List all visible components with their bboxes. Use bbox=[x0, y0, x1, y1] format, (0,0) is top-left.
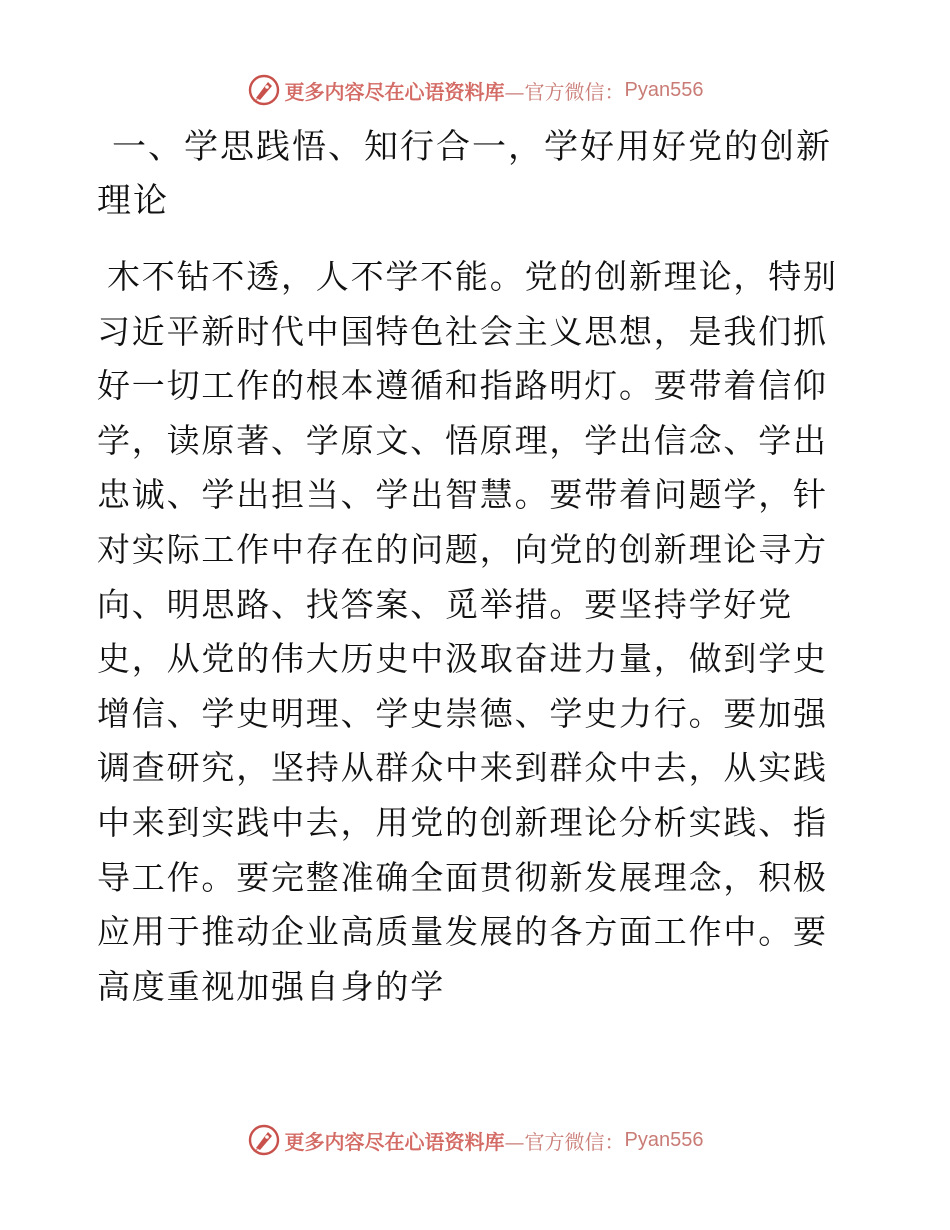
banner-wechat-id: Pyan556 bbox=[624, 1128, 704, 1151]
banner-wechat-id: Pyan556 bbox=[624, 78, 704, 101]
footer-banner bbox=[0, 1120, 950, 1160]
banner-brand-text: 更多内容尽在心语资料库 bbox=[284, 1129, 505, 1154]
pen-nib-logo-icon bbox=[247, 73, 281, 107]
section-heading: 一、学思践悟、知行合一，学好用好党的创新理论 bbox=[97, 127, 832, 221]
banner-official-text: —官方微信： bbox=[504, 79, 625, 104]
banner-official-text: —官方微信： bbox=[504, 1129, 625, 1154]
header-banner bbox=[0, 70, 950, 110]
banner-brand-text: 更多内容尽在心语资料库 bbox=[284, 79, 505, 104]
document-body bbox=[97, 120, 857, 1014]
body-paragraph: 木不钻不透，人不学不能。党的创新理论，特别习近平新时代中国特色社会主义思想，是我们抓好一切工作的根本遵循和指路明灯。要带着信仰学，读原著、学原文、悟原理，学出信念、学出忠诚、学出担当、学出智慧。要带着问题学，针对实际工作中存在的问题，向党的创新理论寻方向、明思路、找答案、觅举措。要坚持学好党史，从党的伟大历史中汲取奋进力量，做到学史增信、学史明理、学史崇德、学史力行。要加强调查研究，坚持从群众中来到群众中去，从实践中来到实践中去，用党的创新理论分析实践、指导工作。要完整准确全面贯彻新发展理念，积极应用于推动企业高质量发展的各方面工作中。要高度重视加强自身的学 bbox=[97, 257, 838, 1006]
pen-nib-logo-icon bbox=[247, 1123, 281, 1157]
